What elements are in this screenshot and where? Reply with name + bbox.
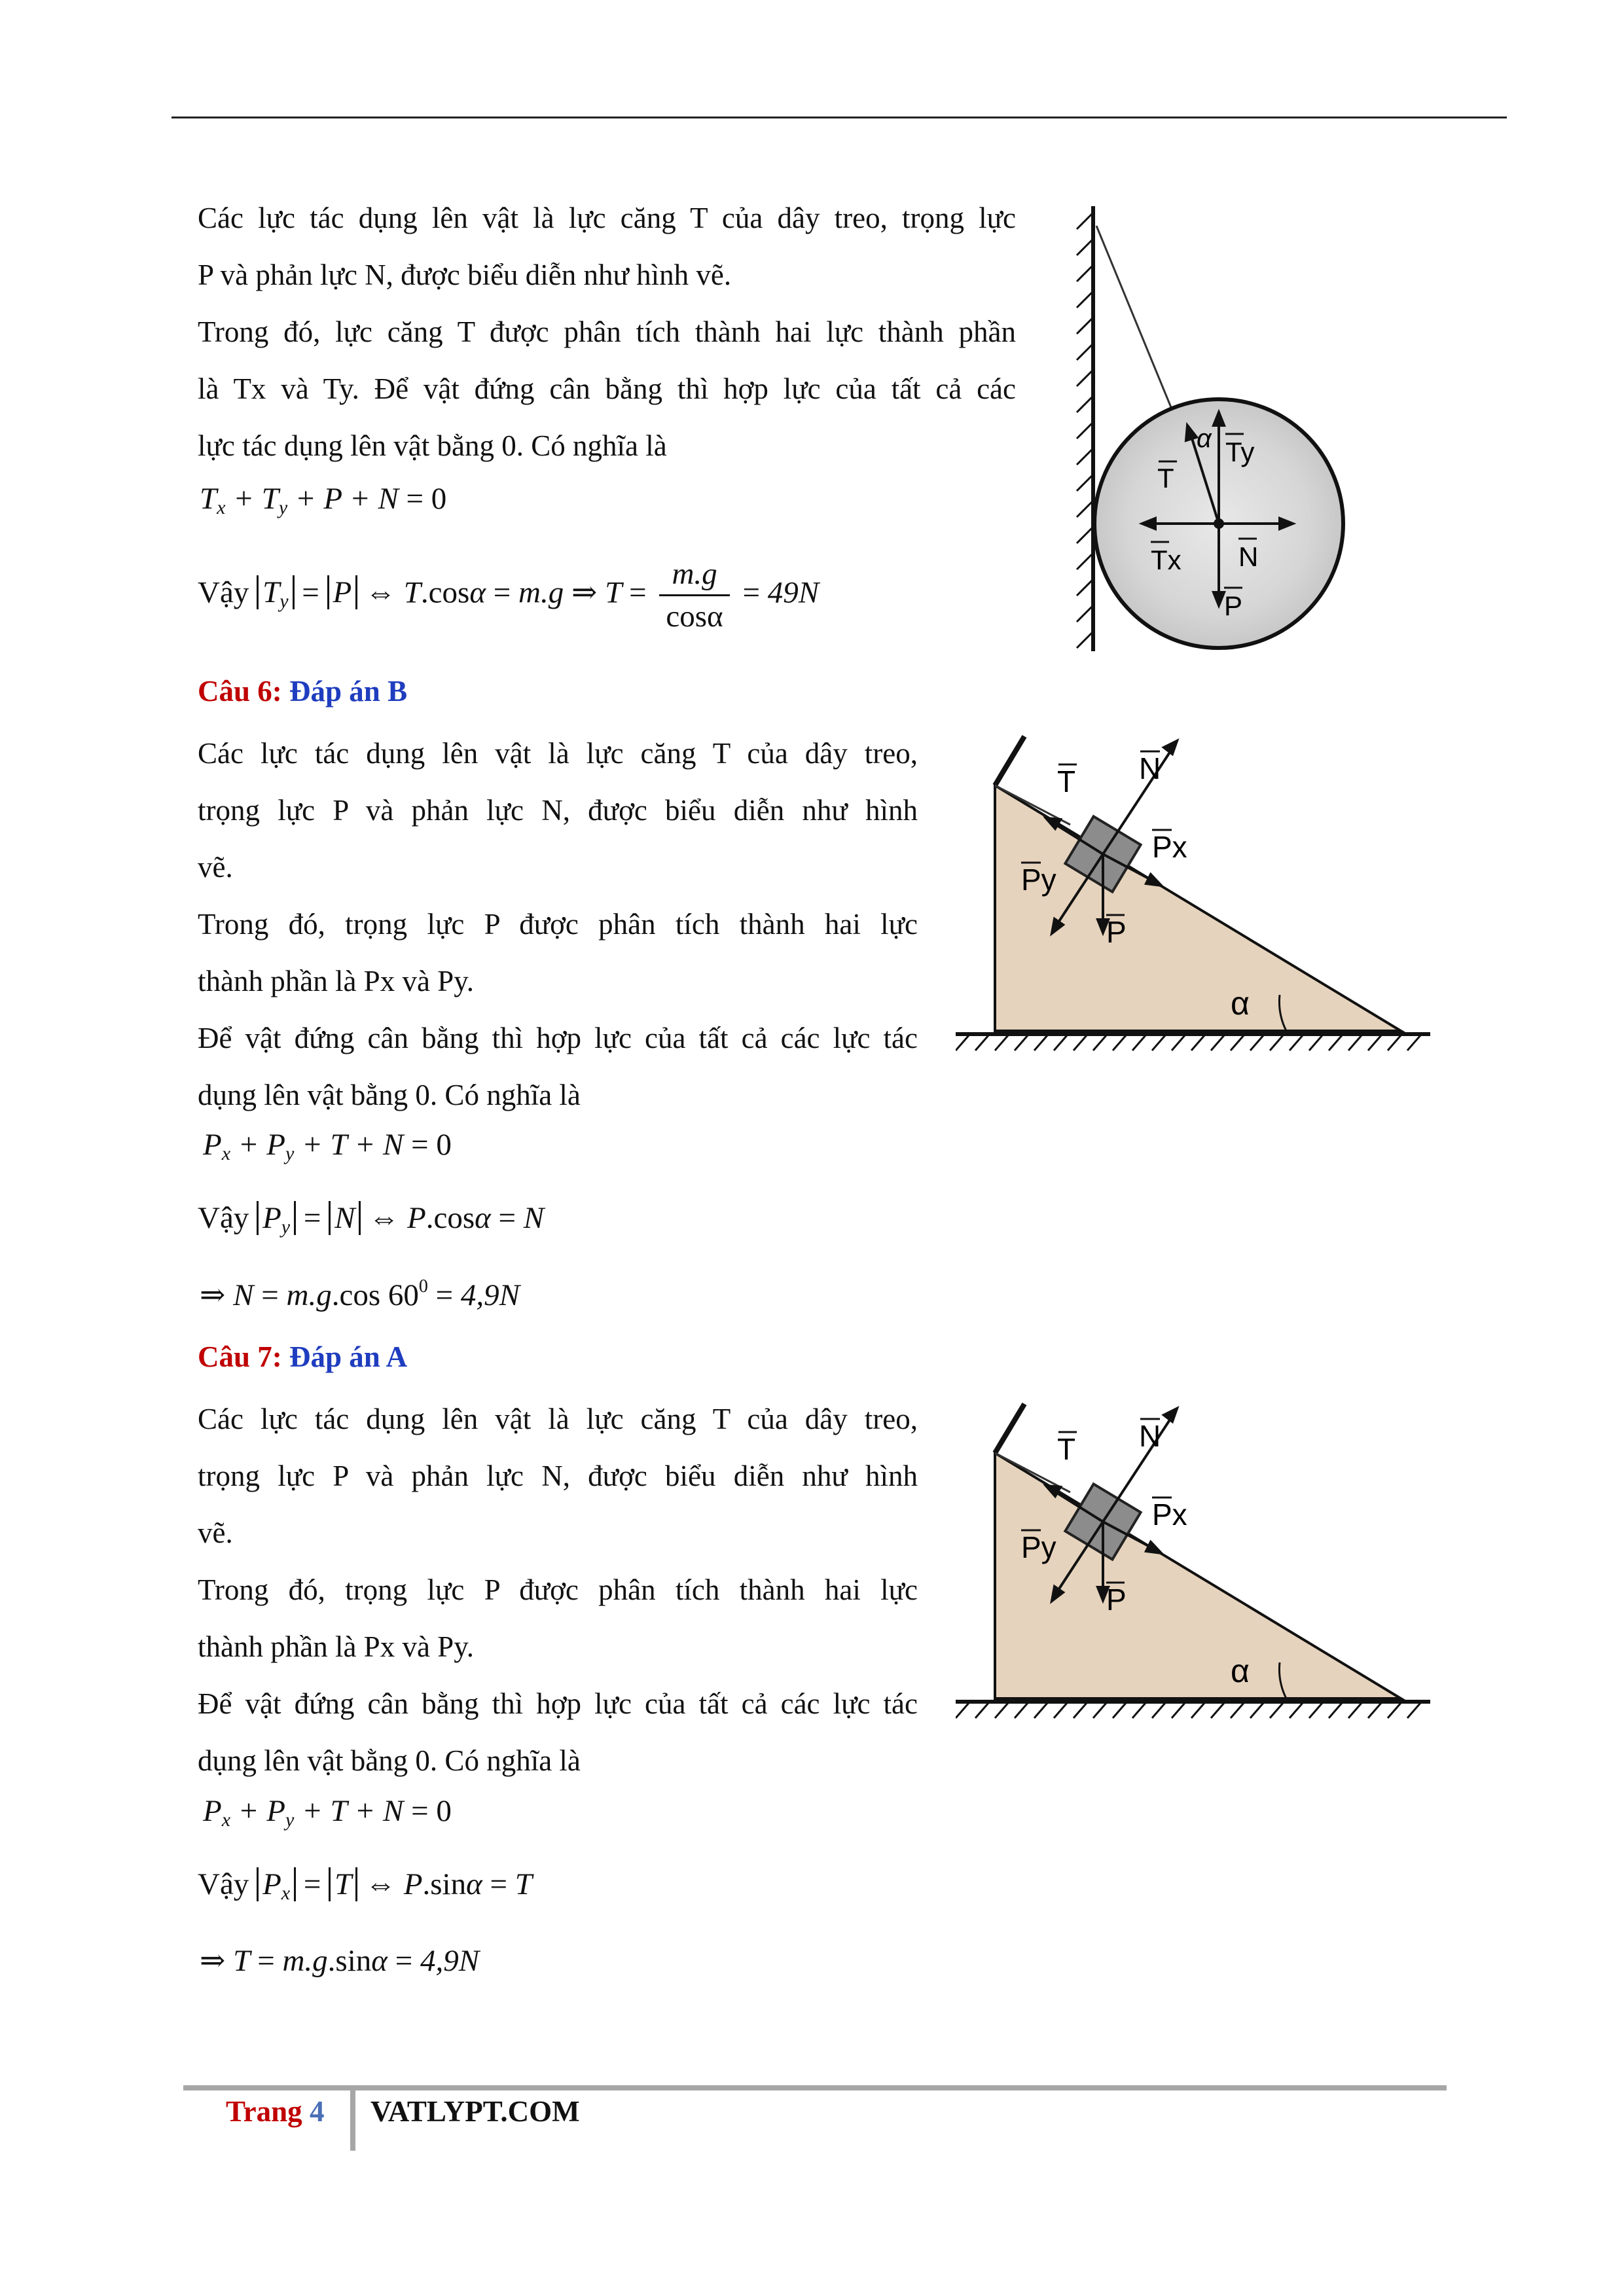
text-line: Để vật đứng cân bằng thì hợp lực của tất cả các lực tác [198,1022,918,1054]
header-rule [171,117,1507,118]
heading-label: Câu 7: [198,1340,282,1373]
question-6-heading [198,674,407,708]
text-line: là Tx và Ty. Để vật đứng cân bằng thì hợp lực của tất cả các [198,372,1016,405]
equation-result: Vậy $P_x = T$ ⇔ P.sinα = T [198,1867,532,1904]
label-n: N [1139,751,1161,785]
equation-force-sum: $T_x + T_y + P + N = 0$ [200,482,447,518]
section1-text [198,190,1016,475]
label-p: P [1106,1583,1127,1617]
text-line: dụng lên vật bằng 0. Có nghĩa là [198,1744,581,1777]
figure-ball-wall [1047,200,1440,658]
heading-answer: Đáp án A [289,1340,408,1373]
equation-force-sum: $P_x + P_y + T + N = 0$ [203,1794,452,1831]
label-n: N [1139,1419,1161,1453]
label-p: P [1224,590,1243,621]
label-t: T [1057,764,1076,798]
fraction-numerator: m.g [659,556,729,596]
text-line: Để vật đứng cân bằng thì hợp lực của tất cả các lực tác [198,1687,918,1720]
heading-answer: Đáp án B [289,675,408,708]
text-line: thành phần là Px và Py. [198,965,475,997]
result-prefix: Vậy [198,575,249,610]
equation-force-sum: $P_x + P_y + T + N = 0$ [203,1128,452,1164]
label-t: T [1157,463,1174,493]
text-line: Các lực tác dụng lên vật là lực căng T của dây treo, [198,1403,918,1435]
section3-text [198,1391,918,1789]
footer-rule [183,2085,1447,2090]
figure-incline-q6 [956,726,1440,1073]
text-line: thành phần là Px và Py. [198,1630,475,1663]
result-prefix: Vậy [198,1867,249,1901]
label-p: P [1106,915,1127,949]
final-value: 4,9N [460,1278,520,1312]
text-line: trọng lực P và phản lực N, được biểu diễn như hình [198,1460,918,1492]
equation-final: ⇒ T = m.g.sinα = 4,9N [200,1944,480,1978]
heading-label: Câu 6: [198,675,282,708]
equation-final: ⇒ N = m.g.cos $60^0 = 4,9N$ [200,1276,520,1312]
text-line: dụng lên vật bằng 0. Có nghĩa là [198,1079,581,1111]
page-number [226,2094,324,2128]
text-line: trọng lực P và phản lực N, được biểu diễn như hình [198,794,918,827]
page-label: Trang [226,2095,302,2128]
label-tx: Tx [1151,545,1182,575]
equation-result: Vậy $T_y = P$ ⇔ T.cosα = m.g ⇒ T = $\frac{m.g}{\cos\alpha}$ = 49N [198,557,820,634]
text-line: Trong đó, lực căng T được phân tích thành hai lực thành phần [198,315,1016,348]
text-line: lực tác dụng lên vật bằng 0. Có nghĩa là [198,429,667,462]
result-prefix: Vậy [198,1201,249,1235]
text-line: Trong đó, trọng lực P được phân tích thành hai lực [198,1573,918,1606]
footer-separator [350,2090,355,2151]
text-line: Các lực tác dụng lên vật là lực căng T của dây treo, [198,737,918,770]
page-number-value: 4 [309,2095,325,2128]
label-n: N [1238,541,1259,572]
label-py: Py [1021,863,1056,897]
final-value: 4,9N [420,1944,480,1978]
label-alpha: α [1231,985,1250,1022]
question-7-heading [198,1340,407,1374]
result-value: 49N [767,575,820,610]
label-py: Py [1021,1530,1056,1564]
text-line: vẽ. [198,851,233,884]
label-alpha: α [1197,424,1212,453]
site-name: VATLYPT.COM [370,2095,580,2128]
label-alpha: α [1231,1653,1250,1689]
text-line: P và phản lực N, được biểu diễn như hình vẽ. [198,259,732,291]
label-px: Px [1152,1498,1187,1532]
section2-text [198,725,918,1124]
text-line: Các lực tác dụng lên vật là lực căng T của dây treo, trọng lực [198,202,1016,234]
text-line: vẽ. [198,1516,233,1549]
label-ty: Ty [1225,437,1255,467]
text-line: Trong đó, trọng lực P được phân tích thành hai lực [198,908,918,941]
label-t: T [1057,1432,1076,1466]
label-px: Px [1152,830,1187,864]
fraction-denominator: cosα [666,600,723,634]
equation-result: Vậy $P_y = N$ ⇔ P.cosα = N [198,1201,545,1238]
figure-incline-q7 [956,1394,1440,1741]
